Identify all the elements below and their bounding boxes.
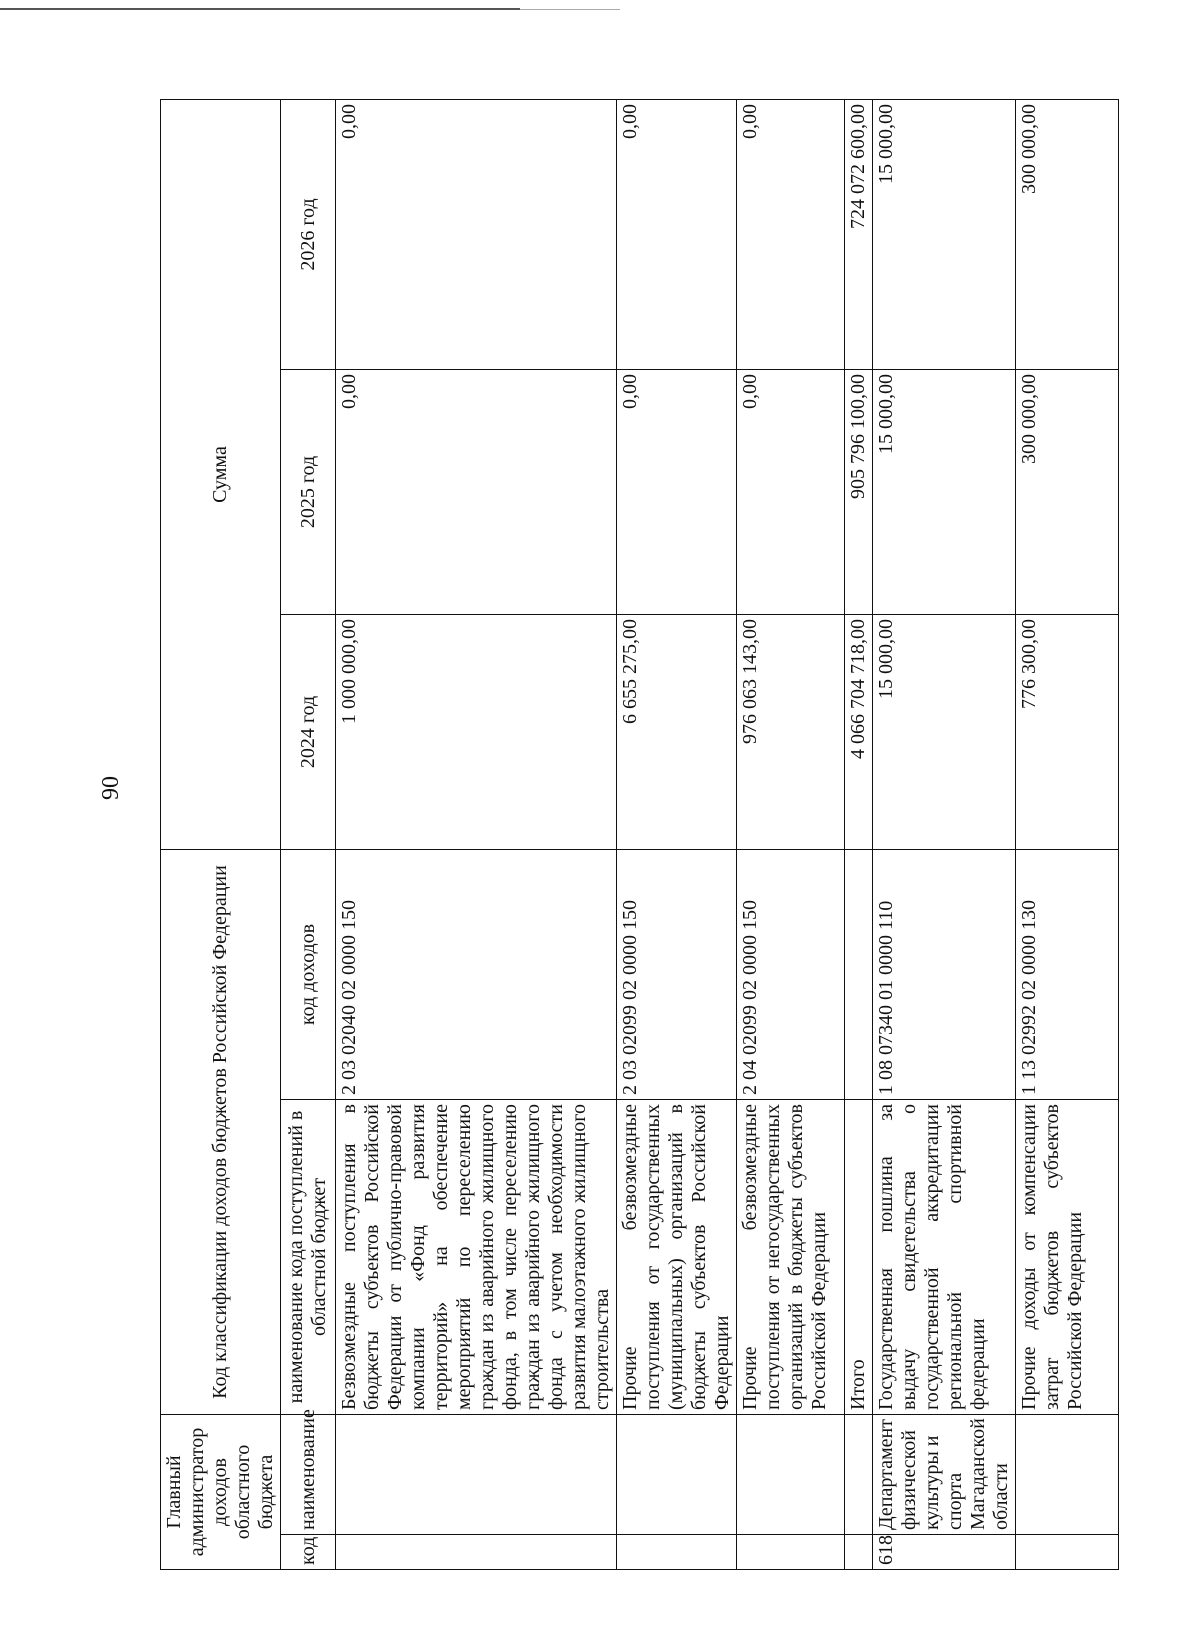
income-name-cell: Прочие безвозмездные поступления от негосударственных организаций в бюджеты субъектов Российской Федерации: [737, 1100, 845, 1415]
rotated-page: [98, 100, 1086, 1570]
income-code-cell: 2 03 02040 02 0000 150: [336, 850, 617, 1100]
total-2025: 905 796 100,00: [845, 370, 873, 615]
table-row: [617, 99, 737, 1569]
admin-name-cell: Департамент физической культуры и спорта Магаданской области: [873, 1415, 1016, 1535]
amount-2026-cell: 300 000,00: [1016, 99, 1119, 369]
total-2026: 724 072 600,00: [845, 99, 873, 369]
header-sum-group: Сумма: [161, 99, 281, 849]
admin-code-cell: [1016, 1535, 1119, 1570]
table-row: [873, 99, 1016, 1569]
amount-2025-cell: 300 000,00: [1016, 370, 1119, 615]
header-admin-code: код: [281, 1535, 336, 1570]
income-name-cell: Прочие доходы от компенсации затрат бюджетов субъектов Российской Федерации: [1016, 1100, 1119, 1415]
scan-edge-line-faint: [520, 9, 620, 10]
income-code-cell: [845, 850, 873, 1100]
amount-2025-cell: 0,00: [617, 370, 737, 615]
admin-code-cell: 618: [873, 1535, 1016, 1570]
budget-table: [160, 99, 1119, 1570]
admin-name-cell: [1016, 1415, 1119, 1535]
amount-2024-cell: 15 000,00: [873, 615, 1016, 850]
amount-2026-cell: 15 000,00: [873, 99, 1016, 369]
admin-code-cell: [336, 1535, 617, 1570]
admin-name-cell: [617, 1415, 737, 1535]
total-2024: 4 066 704 718,00: [845, 615, 873, 850]
admin-code-cell: [737, 1535, 845, 1570]
income-code-cell: 1 08 07340 01 0000 110: [873, 850, 1016, 1100]
admin-name-cell: [336, 1415, 617, 1535]
table-row: [336, 99, 617, 1569]
page-number: 90: [98, 776, 124, 800]
header-classification-code: код доходов: [281, 850, 336, 1100]
header-year-2025: 2025 год: [281, 370, 336, 615]
amount-2024-cell: 6 655 275,00: [617, 615, 737, 850]
income-name-cell: Государственная пошлина за выдачу свидетельства о государственной аккредитации региональной спортивной федерации: [873, 1100, 1016, 1415]
amount-2024-cell: 776 300,00: [1016, 615, 1119, 850]
table-row: [737, 99, 845, 1569]
header-year-2026: 2026 год: [281, 99, 336, 369]
admin-code-cell: [617, 1535, 737, 1570]
admin-code-cell: [845, 1535, 873, 1570]
amount-2025-cell: 0,00: [336, 370, 617, 615]
total-label: Итого: [845, 1100, 873, 1415]
amount-2024-cell: 976 063 143,00: [737, 615, 845, 850]
income-code-cell: 2 03 02099 02 0000 150: [617, 850, 737, 1100]
amount-2026-cell: 0,00: [336, 99, 617, 369]
header-classification-name: наименование кода поступлений в областной бюджет: [281, 1100, 336, 1415]
header-admin-group: Главный администратор доходов областного бюджета: [161, 1415, 281, 1570]
income-code-cell: 2 04 02099 02 0000 150: [737, 850, 845, 1100]
header-classification-group: Код классификации доходов бюджетов Российской Федерации: [161, 850, 281, 1415]
header-year-2024: 2024 год: [281, 615, 336, 850]
amount-2025-cell: 0,00: [737, 370, 845, 615]
header-admin-name: наименование: [281, 1415, 336, 1535]
scan-edge-line: [0, 8, 520, 10]
amount-2025-cell: 15 000,00: [873, 370, 1016, 615]
admin-name-cell: [737, 1415, 845, 1535]
income-code-cell: 1 13 02992 02 0000 130: [1016, 850, 1119, 1100]
amount-2024-cell: 1 000 000,00: [336, 615, 617, 850]
amount-2026-cell: 0,00: [737, 99, 845, 369]
table-row: [1016, 99, 1119, 1569]
income-name-cell: Безвозмездные поступления в бюджеты субъектов Российской Федерации от публично-правовой компании «Фонд развития территорий» на обеспечение мероприятий по переселению граждан из аварийного жилищного фонда, в том числе переселению граждан из аварийного жилищного фонда с учетом необходимости развития малоэтажного жилищного строительства: [336, 1100, 617, 1415]
total-row: [845, 99, 873, 1569]
amount-2026-cell: 0,00: [617, 99, 737, 369]
income-name-cell: Прочие безвозмездные поступления от государственных (муниципальных) организаций в бюджеты субъектов Российской Федерации: [617, 1100, 737, 1415]
admin-name-cell: [845, 1415, 873, 1535]
